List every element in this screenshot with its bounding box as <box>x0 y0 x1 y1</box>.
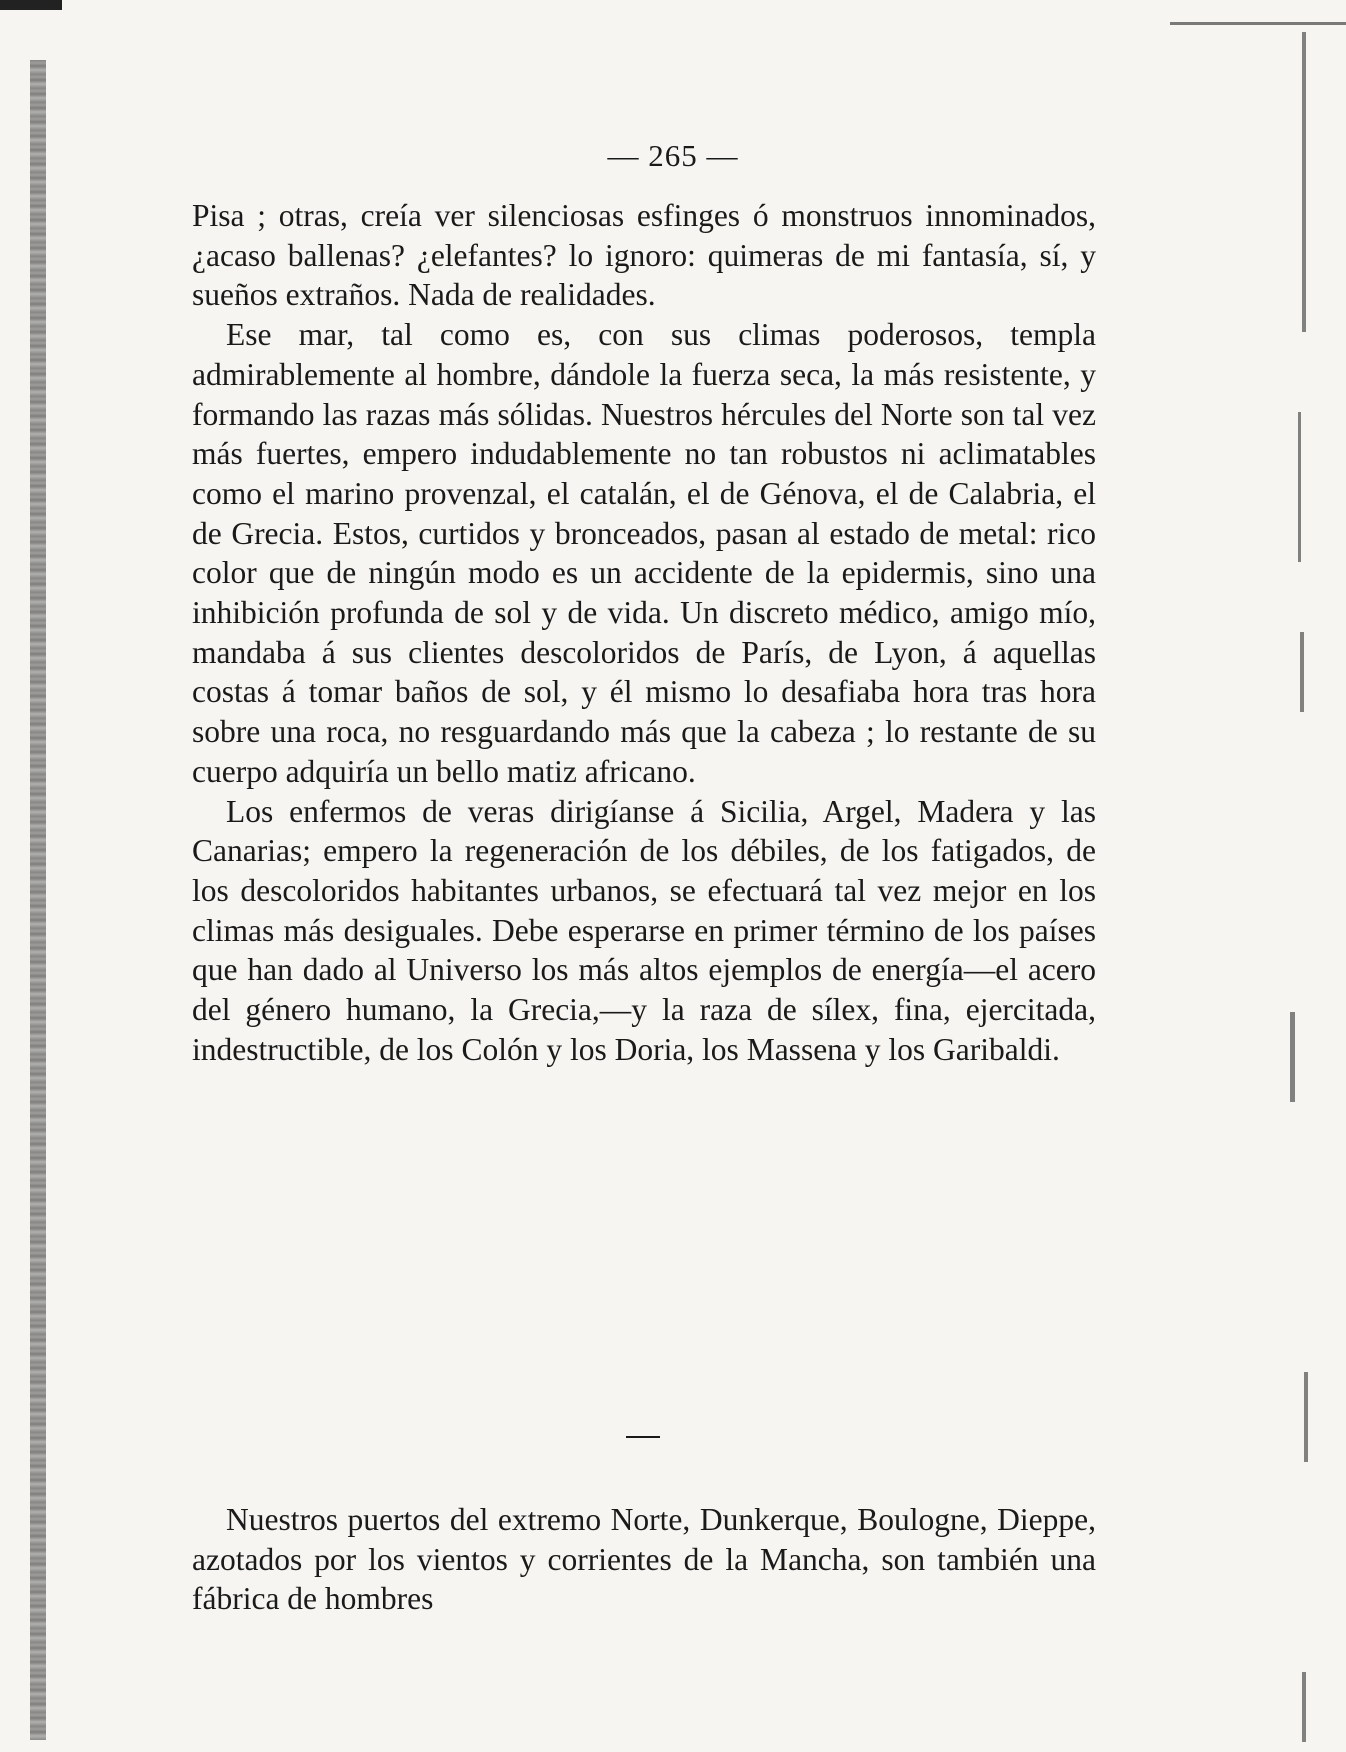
section-separator <box>626 1436 660 1438</box>
paragraph: Ese mar, tal como es, con sus climas poderosos, templa admirablemente al hombre, dándole la fuerza seca, la más resistente, y formando las razas más sólidas. Nuestros hércules del Norte son tal vez más fuertes, empero indudablemente no tan robustos ni aclimatables como el marino provenzal, el catalán, el de Génova, el de Calabria, el de Grecia. Estos, curtidos y bronceados, pasan al estado de metal: rico color que de ningún modo es un accidente de la epidermis, sino una inhibición profunda de sol y de vida. Un discreto médico, amigo mío, mandaba á sus clientes descoloridos de París, de Lyon, á aquellas costas á tomar baños de sol, y él mismo lo desafiaba hora tras hora sobre una roca, no resguardando más que la cabeza ; lo restante de su cuerpo adquiría un bello matiz africano. <box>192 317 1096 789</box>
paragraph: Nuestros puertos del extremo Norte, Dunkerque, Boulogne, Dieppe, azotados por los vientos y corrientes de la Mancha, son también una fábrica de hombres <box>192 1502 1096 1617</box>
page-number: — 265 — <box>607 138 739 173</box>
body-text <box>192 196 1096 1069</box>
scan-corner-mark <box>0 0 62 10</box>
scan-right-edge <box>1300 22 1346 1742</box>
scan-binding-edge <box>30 60 46 1740</box>
paragraph-continuation: Pisa ; otras, creía ver silenciosas esfinges ó monstruos innominados, ¿acaso ballenas? ¿elefantes? lo ignoro: quimeras de mi fantasía, sí, y sueños extraños. Nada de realidades. <box>192 198 1096 313</box>
tail-text <box>192 1500 1096 1619</box>
paragraph: Los enfermos de veras dirigíanse á Sicilia, Argel, Madera y las Canarias; empero la regeneración de los débiles, de los fatigados, de los descoloridos habitantes urbanos, se efectuará tal vez mejor en los climas más desiguales. Debe esperarse en primer término de los países que han dado al Universo los más altos ejemplos de energía—el acero del género humano, la Grecia,—y la raza de sílex, fina, ejercitada, indestructible, de los Colón y los Doria, los Massena y los Garibaldi. <box>192 793 1096 1067</box>
